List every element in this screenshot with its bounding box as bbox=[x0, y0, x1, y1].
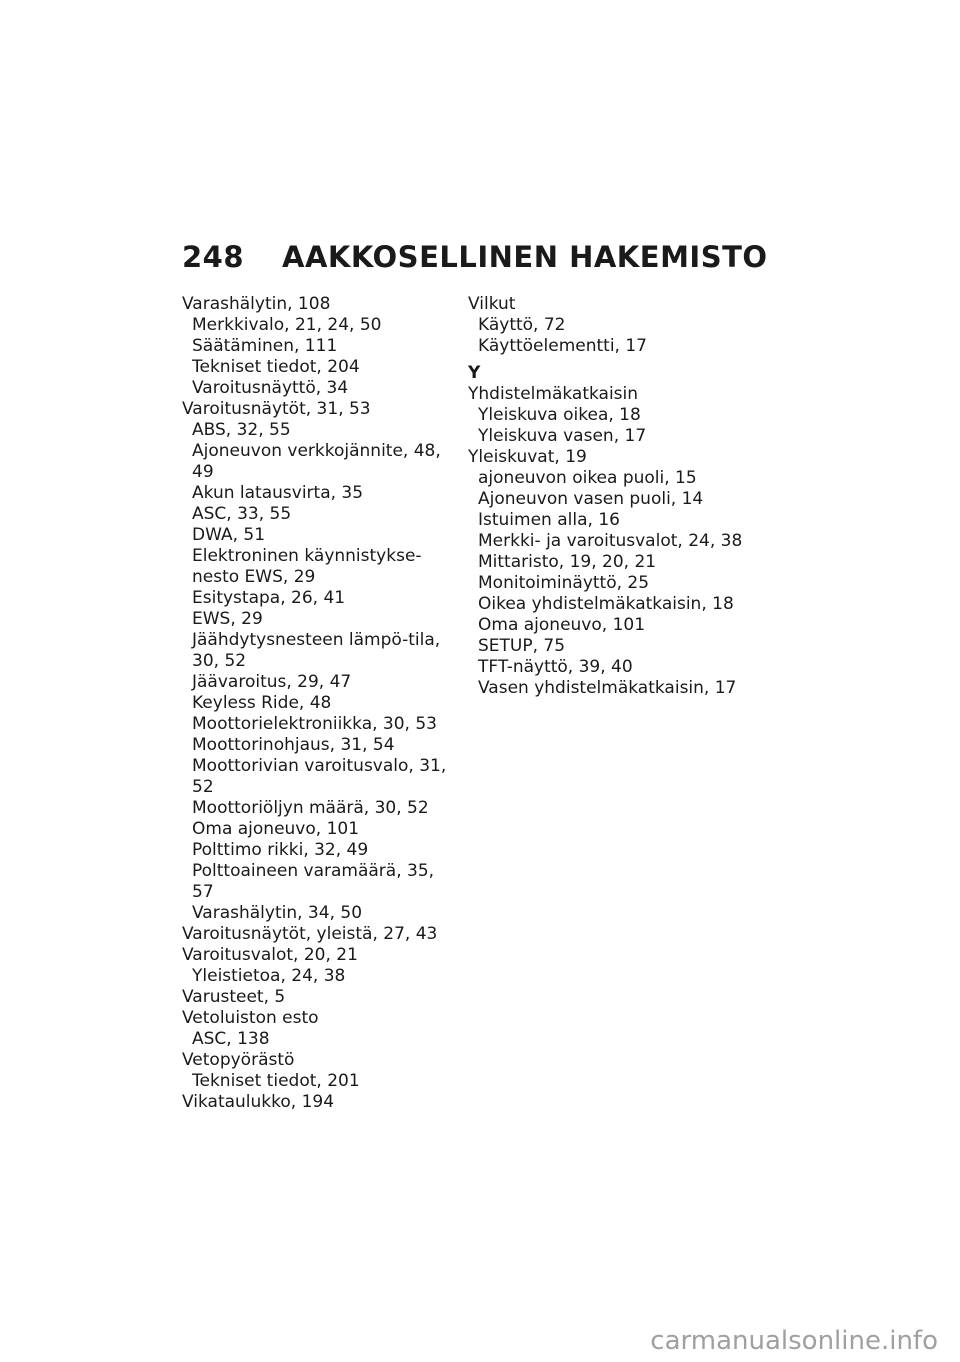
index-subentry: ajoneuvon oikea puoli, 15 bbox=[478, 468, 697, 488]
index-subentry: Varashälytin, 34, 50 bbox=[192, 903, 363, 923]
index-entry: Varoitusnäytöt, 31, 53 bbox=[182, 399, 371, 419]
index-entry: Vetoluiston esto bbox=[182, 1008, 319, 1028]
index-subentry: EWS, 29 bbox=[192, 609, 263, 629]
index-subentry: Tekniset tiedot, 201 bbox=[192, 1071, 360, 1091]
index-entry: Yleiskuvat, 19 bbox=[468, 447, 587, 467]
page-number: 248 bbox=[182, 240, 245, 274]
index-column-right bbox=[468, 294, 758, 699]
index-subentry: Elektroninen käynnistykse-nesto EWS, 29 bbox=[192, 546, 422, 587]
index-subentry: DWA, 51 bbox=[192, 525, 266, 545]
index-subentry: Säätäminen, 111 bbox=[192, 336, 338, 356]
index-subentry: Monitoiminäyttö, 25 bbox=[478, 573, 650, 593]
index-subentry: Oikea yhdistelmäkatkaisin, 18 bbox=[478, 594, 734, 614]
index-subentry: Varoitusnäyttö, 34 bbox=[192, 378, 349, 398]
index-subentry: Tekniset tiedot, 204 bbox=[192, 357, 360, 377]
index-entry: Varusteet, 5 bbox=[182, 987, 286, 1007]
index-subentry: Yleiskuva oikea, 18 bbox=[478, 405, 641, 425]
index-subentry: Moottorielektroniikka, 30, 53 bbox=[192, 714, 437, 734]
index-entry: Varashälytin, 108 bbox=[182, 294, 331, 314]
index-subentry: Istuimen alla, 16 bbox=[478, 510, 620, 530]
index-subentry: SETUP, 75 bbox=[478, 636, 566, 656]
index-entry: Vikataulukko, 194 bbox=[182, 1092, 335, 1112]
index-subentry: Käyttöelementti, 17 bbox=[478, 336, 647, 356]
index-subentry: Oma ajoneuvo, 101 bbox=[478, 615, 646, 635]
index-entry: Varoitusnäytöt, yleistä, 27, 43 bbox=[182, 924, 438, 944]
index-subentry: Ajoneuvon verkkojännite, 48, 49 bbox=[192, 441, 441, 482]
index-subentry: Yleistietoa, 24, 38 bbox=[192, 966, 346, 986]
index-subentry: Esitystapa, 26, 41 bbox=[192, 588, 346, 608]
index-subentry: Yleiskuva vasen, 17 bbox=[478, 426, 647, 446]
index-subentry: Akun latausvirta, 35 bbox=[192, 483, 364, 503]
index-subentry: Merkki- ja varoitusvalot, 24, 38 bbox=[478, 531, 743, 551]
index-subentry: Moottorinohjaus, 31, 54 bbox=[192, 735, 395, 755]
index-subentry: ABS, 32, 55 bbox=[192, 420, 291, 440]
index-subentry: Vasen yhdistelmäkatkaisin, 17 bbox=[478, 678, 737, 698]
index-entry: Yhdistelmäkatkaisin bbox=[468, 384, 639, 404]
index-subentry: Mittaristo, 19, 20, 21 bbox=[478, 552, 657, 572]
index-subentry: Jäähdytysnesteen lämpö-tila, 30, 52 bbox=[192, 630, 441, 671]
index-subentry: Polttimo rikki, 32, 49 bbox=[192, 840, 369, 860]
index-subentry: ASC, 33, 55 bbox=[192, 504, 292, 524]
page-title: AAKKOSELLINEN HAKEMISTO bbox=[282, 240, 768, 274]
index-subentry: Moottoriöljyn määrä, 30, 52 bbox=[192, 798, 429, 818]
index-column-left bbox=[182, 294, 450, 1113]
index-entry: Vilkut bbox=[468, 294, 516, 314]
watermark: carmanualsonline.info bbox=[650, 1326, 938, 1356]
index-subentry: Keyless Ride, 48 bbox=[192, 693, 332, 713]
index-subentry: Polttoaineen varamäärä, 35, 57 bbox=[192, 861, 435, 902]
index-entry: Vetopyörästö bbox=[182, 1050, 295, 1070]
index-subentry: TFT-näyttö, 39, 40 bbox=[478, 657, 633, 677]
page-header bbox=[182, 240, 768, 274]
index-subentry: Ajoneuvon vasen puoli, 14 bbox=[478, 489, 704, 509]
index-subentry: Oma ajoneuvo, 101 bbox=[192, 819, 360, 839]
index-letter-heading: Y bbox=[468, 363, 481, 383]
index-subentry: Jäävaroitus, 29, 47 bbox=[192, 672, 352, 692]
index-subentry: ASC, 138 bbox=[192, 1029, 270, 1049]
index-subentry: Merkkivalo, 21, 24, 50 bbox=[192, 315, 382, 335]
index-subentry: Moottorivian varoitusvalo, 31, 52 bbox=[192, 756, 447, 797]
index-subentry: Käyttö, 72 bbox=[478, 315, 566, 335]
index-entry: Varoitusvalot, 20, 21 bbox=[182, 945, 358, 965]
